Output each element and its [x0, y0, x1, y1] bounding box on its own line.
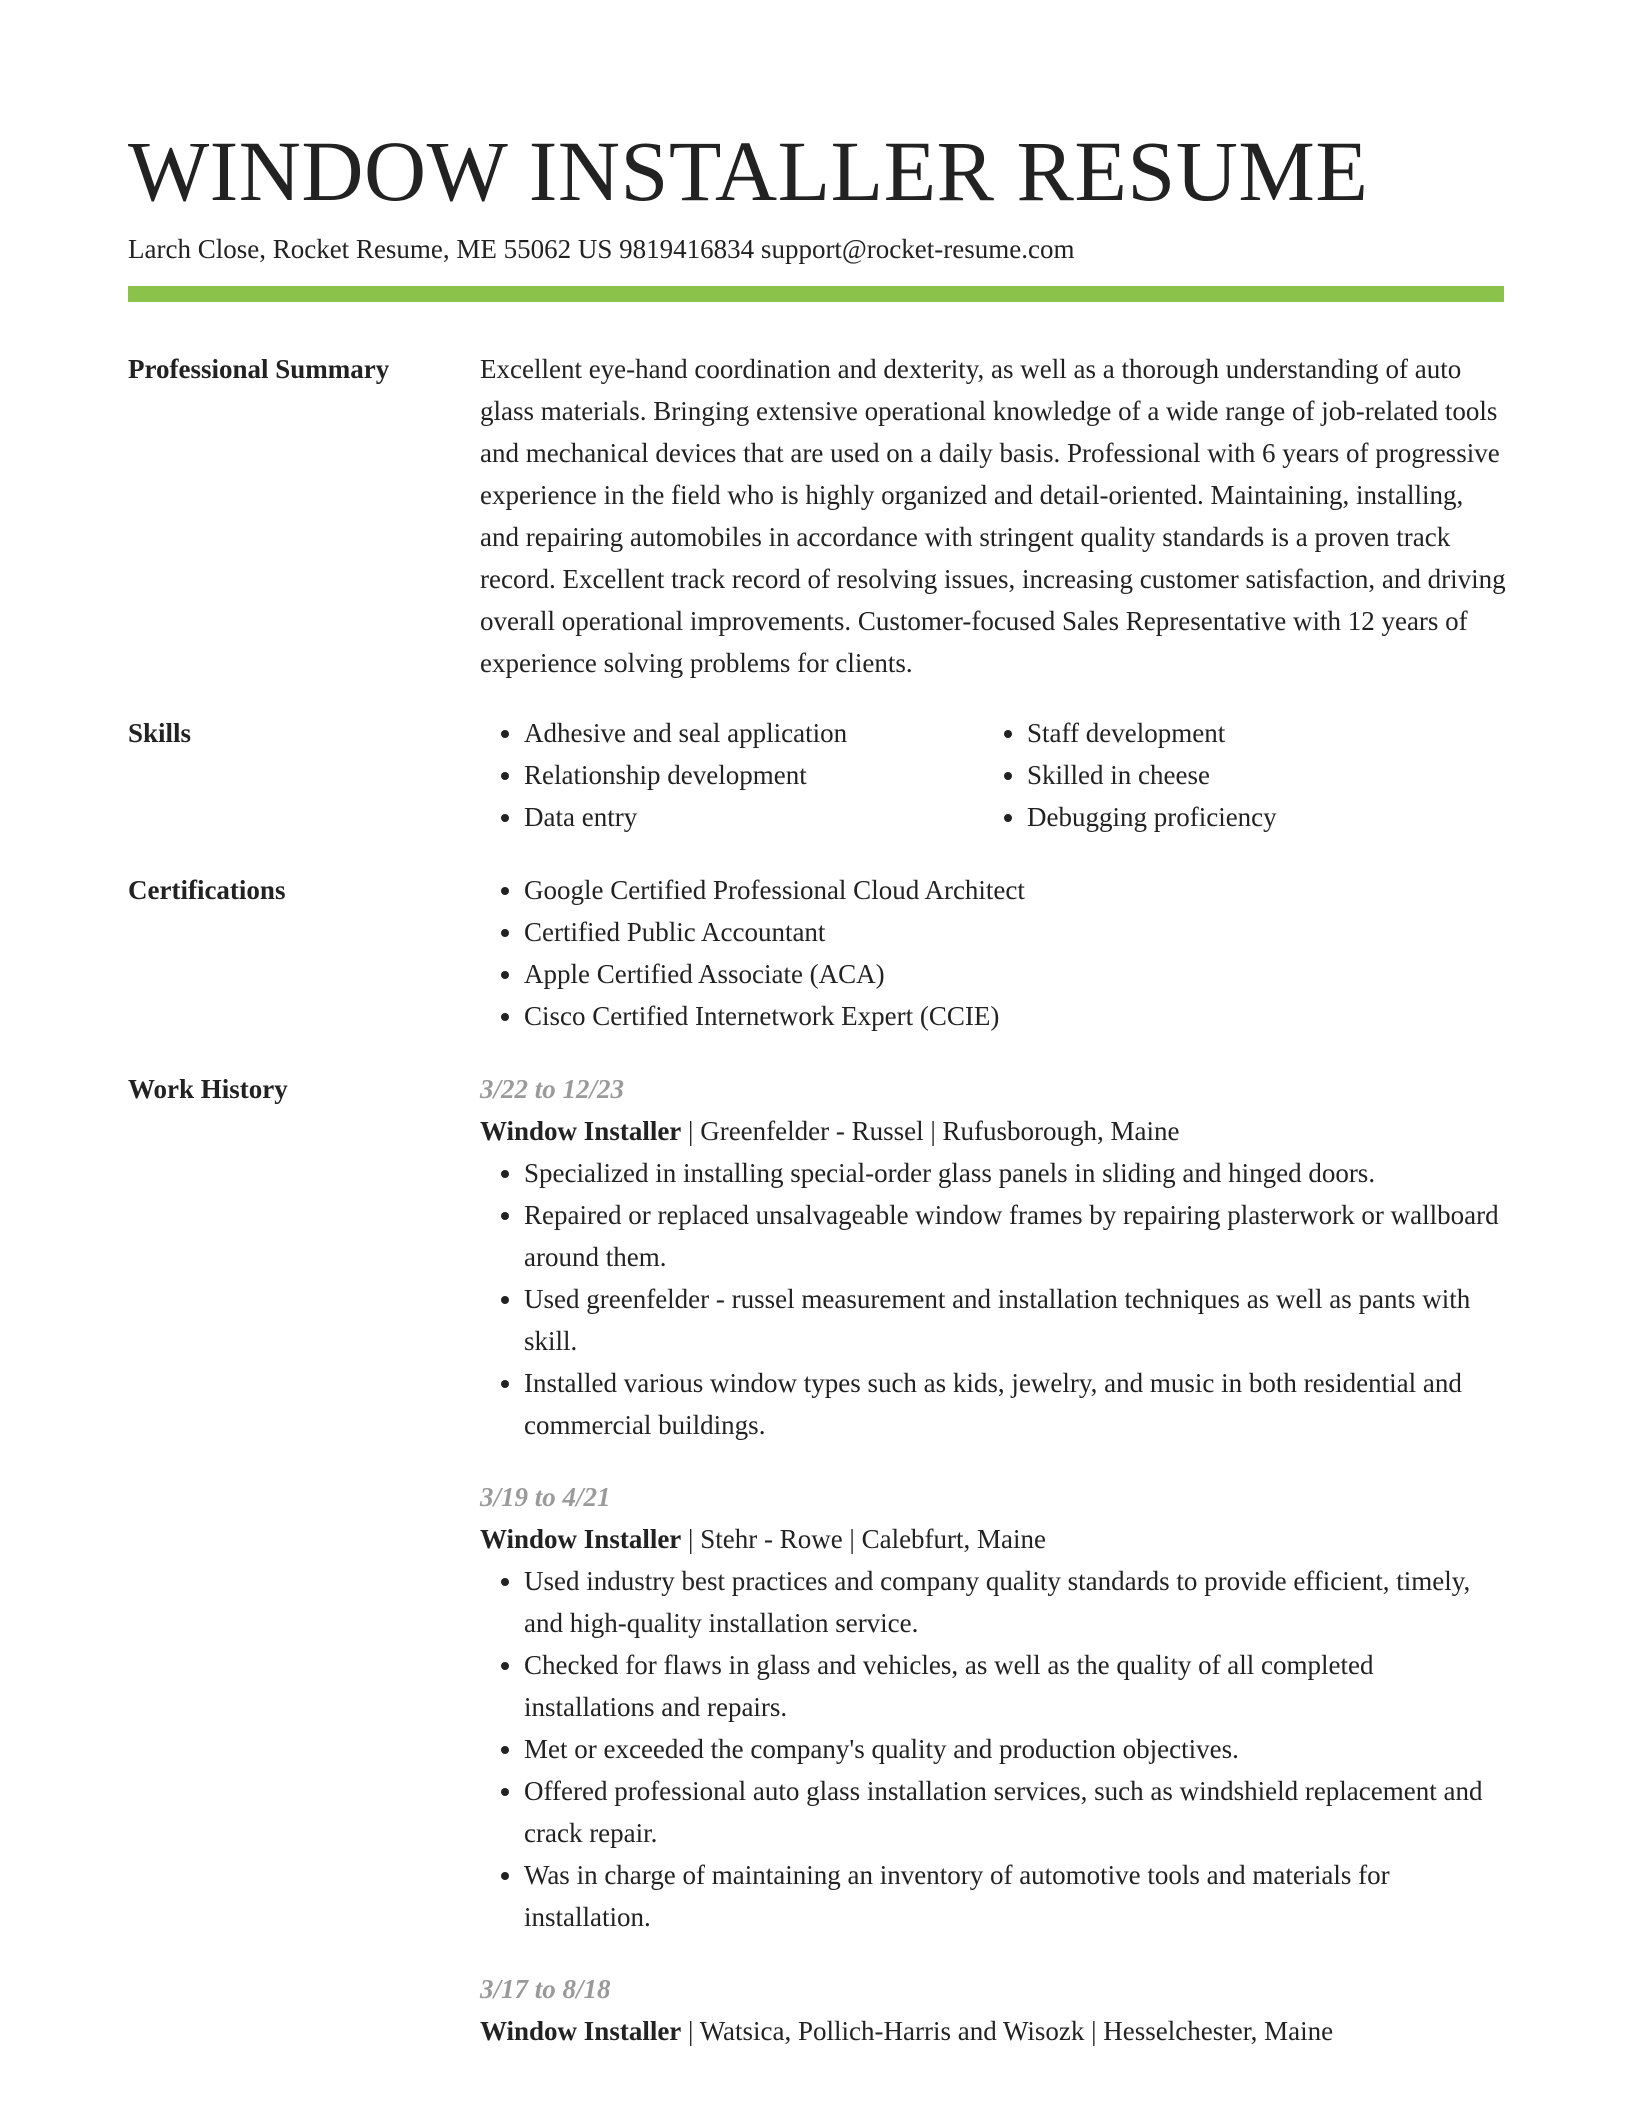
work-history-body [480, 1068, 1506, 2052]
job-details: | Greenfelder - Russel | Rufusborough, Maine [681, 1116, 1180, 1146]
job-heading [480, 2010, 1506, 2052]
skill-item: • Relationship development [524, 754, 983, 796]
job-dates: 3/22 to 12/23 [480, 1074, 625, 1104]
certification-item: • Certified Public Accountant [524, 911, 1506, 953]
certification-item: • Apple Certified Associate (ACA) [524, 953, 1506, 995]
job-details: | Watsica, Pollich-Harris and Wisozk | Hesselchester, Maine [681, 2016, 1334, 2046]
resume-title: WINDOW INSTALLER RESUME [128, 123, 1369, 219]
job-entry [480, 1968, 1506, 2052]
certification-item: • Google Certified Professional Cloud Architect [524, 869, 1506, 911]
certifications-heading: Certifications [128, 875, 286, 905]
summary-text: Excellent eye-hand coordination and dexterity, as well as a thorough understanding of auto glass materials. Bringing extensive operational knowledge of a wide range of job-related tools and mechanical devices that are used on a daily basis. Professional with 6 years of progressive experience in the field who is highly organized and detail-oriented. Maintaining, installing, and repairing automobiles in accordance with stringent quality standards is a proven track record. Excellent track record of resolving issues, increasing customer satisfaction, and driving overall operational improvements. Customer-focused Sales Representative with 12 years of experience solving problems for clients. [480, 354, 1506, 678]
job-bullet-list [480, 1152, 1506, 1446]
skills-heading: Skills [128, 718, 192, 748]
header-divider [128, 286, 1504, 302]
job-entry [480, 1068, 1506, 1446]
job-details: | Stehr - Rowe | Calebfurt, Maine [681, 1524, 1047, 1554]
job-bullet: • Met or exceeded the company's quality and production objectives. [524, 1728, 1506, 1770]
job-title: Window Installer [480, 2016, 682, 2046]
job-bullet: • Installed various window types such as kids, jewelry, and music in both residential and commercial buildings. [524, 1362, 1506, 1446]
job-bullet: • Repaired or replaced unsalvageable window frames by repairing plasterwork or wallboard around them. [524, 1194, 1506, 1278]
skill-item: • Data entry [524, 796, 983, 838]
skill-item: • Debugging proficiency [1027, 796, 1486, 838]
certifications-body [480, 869, 1506, 1037]
skills-list-right [983, 712, 1486, 838]
job-bullet: • Offered professional auto glass installation services, such as windshield replacement and crack repair. [524, 1770, 1506, 1854]
skill-item: • Skilled in cheese [1027, 754, 1486, 796]
job-dates: 3/19 to 4/21 [480, 1482, 611, 1512]
job-title: Window Installer [480, 1524, 682, 1554]
certifications-list [480, 869, 1506, 1037]
job-bullet: • Used industry best practices and company quality standards to provide efficient, timely, and high-quality installation service. [524, 1560, 1506, 1644]
skill-item: • Staff development [1027, 712, 1486, 754]
certification-item: • Cisco Certified Internetwork Expert (CCIE) [524, 995, 1506, 1037]
skills-body [480, 712, 1506, 838]
job-heading [480, 1518, 1506, 1560]
job-heading [480, 1110, 1506, 1152]
summary-body [480, 348, 1506, 684]
contact-line: Larch Close, Rocket Resume, ME 55062 US 9819416834 support@rocket-resume.com [128, 234, 1075, 264]
work-history-heading: Work History [128, 1074, 288, 1104]
job-dates: 3/17 to 8/18 [480, 1974, 611, 2004]
skills-grid [480, 712, 1506, 838]
summary-heading: Professional Summary [128, 354, 390, 384]
job-bullet: • Used greenfelder - russel measurement and installation techniques as well as pants with skill. [524, 1278, 1506, 1362]
skills-column-right [983, 712, 1486, 838]
job-bullet: • Checked for flaws in glass and vehicles, as well as the quality of all completed installations and repairs. [524, 1644, 1506, 1728]
job-bullet: • Specialized in installing special-order glass panels in sliding and hinged doors. [524, 1152, 1506, 1194]
skills-list-left [480, 712, 983, 838]
job-bullet: • Was in charge of maintaining an inventory of automotive tools and materials for installation. [524, 1854, 1506, 1938]
skills-column-left [480, 712, 983, 838]
skill-item: • Adhesive and seal application [524, 712, 983, 754]
job-bullet-list [480, 1560, 1506, 1938]
job-title: Window Installer [480, 1116, 682, 1146]
job-entry [480, 1476, 1506, 1938]
